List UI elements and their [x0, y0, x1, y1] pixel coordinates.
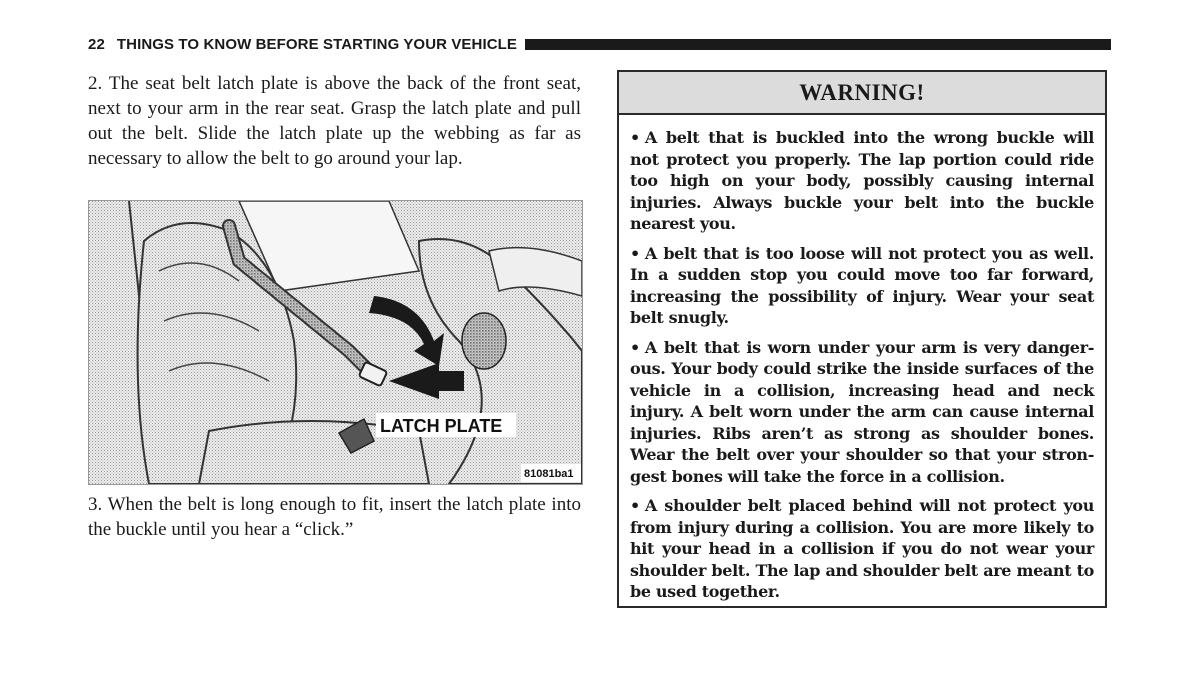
warning-item-text: A belt that is worn under your arm is very danger-ous. Your body could strike the inside surfaces of the vehicle in a collision, increasing head and neck injury. A belt worn under the arm can cause internal injuries. Ribs aren’t as strong as shoulder bones. Wear the belt over your shoulder so that your stron-gest bones will take the force in a collision.	[630, 337, 1094, 486]
header-rule	[525, 39, 1111, 50]
warning-item	[630, 337, 1094, 488]
warning-item-text: A shoulder belt placed behind will not protect you from injury during a collision. You are more likely to hit your head in a collision if you do not wear your shoulder belt. The lap and shoulder belt are meant to be used together.	[630, 496, 1094, 601]
warning-item	[630, 495, 1094, 603]
latch-plate-illustration	[88, 200, 583, 485]
figure-code: 81081ba1	[524, 468, 574, 480]
warning-body	[619, 115, 1105, 603]
step-3-paragraph: 3. When the belt is long enough to fit, insert the latch plate into the buckle until you hear a “click.”	[88, 494, 581, 540]
warning-item-text: A belt that is buckled into the wrong buckle will not protect you properly. The lap portion could ride too high on your body, possibly causing internal injuries. Always buckle your belt into the buckle nearest you.	[630, 128, 1094, 233]
warning-item	[630, 243, 1094, 329]
section-title: THINGS TO KNOW BEFORE STARTING YOUR VEHICLE	[116, 35, 518, 53]
bullet: •	[630, 128, 640, 147]
bullet: •	[630, 496, 640, 515]
knob-shape	[462, 313, 506, 369]
page-number: 22	[88, 35, 105, 53]
warning-box	[617, 70, 1107, 608]
warning-title: WARNING!	[619, 72, 1105, 115]
bullet: •	[630, 243, 640, 263]
warning-item	[630, 127, 1094, 235]
step-2-paragraph: 2. The seat belt latch plate is above the back of the front seat, next to your arm in the rear seat. Grasp the latch plate and pull out the belt. Slide the latch plate up the webbing as far as necessary to allow the belt to go around your lap.	[88, 73, 581, 169]
page-header	[88, 34, 1111, 54]
callout-label: LATCH PLATE	[380, 416, 503, 436]
warning-item-text: A belt that is too loose will not protect you as well. In a sudden stop you could move too far forward, increasing the possibility of injury. Wear your seat belt snugly.	[630, 243, 1094, 327]
bullet: •	[630, 337, 640, 357]
illustration-svg	[89, 201, 582, 484]
header-text	[88, 36, 517, 53]
